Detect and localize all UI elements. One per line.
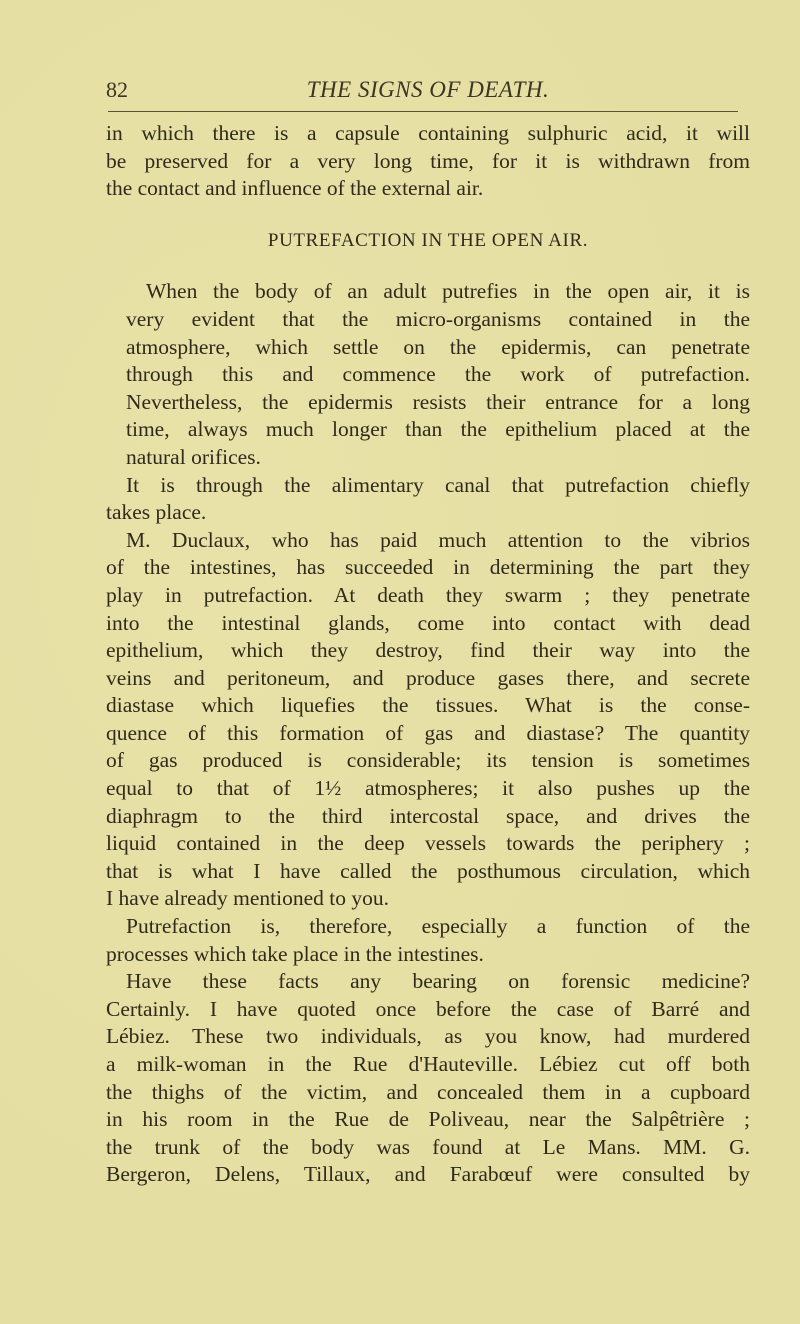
text-line: epithelium, which they destroy, find their way into the [106, 638, 750, 663]
text-line: I have already mentioned to you. [106, 886, 389, 911]
text-line: be preserved for a very long time, for it is withdrawn from [106, 148, 750, 173]
text-line: Certainly. I have quoted once before the case of Barré and [106, 996, 750, 1021]
paragraph [106, 278, 750, 471]
text-line: of the intestines, has succeeded in determining the part they [106, 555, 750, 580]
text-line: processes which take place in the intestines. [106, 941, 484, 966]
text-line: the trunk of the body was found at Le Mans. MM. G. [106, 1134, 750, 1159]
text-line: M. Duclaux, who has paid much attention to the vibrios [126, 527, 750, 552]
text-line: into the intestinal glands, come into contact with dead [106, 610, 750, 635]
text-line: play in putrefaction. At death they swarm ; they penetrate [106, 582, 750, 607]
text-line: in which there is a capsule containing sulphuric acid, it will [106, 121, 750, 145]
text-line: When the body of an adult putrefies in the open air, it is [146, 279, 750, 304]
paragraph [106, 913, 750, 968]
text-line: of gas produced is considerable; its tension is sometimes [106, 748, 750, 773]
page-number: 82 [106, 77, 128, 102]
text-line: diaphragm to the third intercostal space, and drives the [106, 803, 750, 828]
text-line: equal to that of 1½ atmospheres; it also pushes up the [106, 776, 750, 801]
text-line: Bergeron, Delens, Tillaux, and Farabœuf were consulted by [106, 1162, 750, 1187]
paragraph [106, 527, 750, 913]
text-line: Putrefaction is, therefore, especially a function of the [126, 914, 750, 939]
text-line: a milk-woman in the Rue d'Hauteville. Lébiez cut off both [106, 1052, 750, 1076]
paragraph [106, 472, 750, 527]
text-line: It is through the alimentary canal that putrefaction chiefly [126, 472, 750, 497]
text-line: very evident that the micro-organisms contained in the [126, 306, 750, 331]
text-line: Lébiez. These two individuals, as you know, had murdered [106, 1024, 750, 1049]
text-line: takes place. [106, 500, 207, 525]
text-line: in his room in the Rue de Poliveau, near the Salpêtrière ; [106, 1107, 750, 1132]
section-heading: PUTREFACTION IN THE OPEN AIR. [267, 229, 589, 251]
text-line: that is what I have called the posthumous circulation, which [106, 858, 750, 883]
header-rule [108, 111, 738, 112]
text-line: quence of this formation of gas and diastase? The quantity [106, 720, 750, 745]
text-line: liquid contained in the deep vessels towards the periphery ; [106, 831, 750, 856]
text-line: Nevertheless, the epidermis resists their entrance for a long [126, 389, 750, 414]
text-line: Have these facts any bearing on forensic medicine? [126, 969, 750, 994]
continuation-paragraph [106, 120, 750, 203]
running-head [106, 77, 750, 107]
text-line: the contact and influence of the external air. [106, 176, 484, 201]
text-line: through this and commence the work of putrefaction. [126, 362, 750, 387]
text-line: veins and peritoneum, and produce gases there, and secrete [106, 665, 750, 690]
text-line: the thighs of the victim, and concealed them in a cupboard [106, 1079, 750, 1104]
text-line: diastase which liquefies the tissues. What is the conse- [106, 693, 750, 718]
body-text [106, 120, 750, 1189]
running-title: THE SIGNS OF DEATH. [306, 77, 550, 102]
paragraph [106, 968, 750, 1189]
text-line: atmosphere, which settle on the epidermis, can penetrate [126, 334, 750, 359]
text-line: natural orifices. [126, 444, 261, 469]
text-line: time, always much longer than the epithelium placed at the [126, 417, 750, 442]
